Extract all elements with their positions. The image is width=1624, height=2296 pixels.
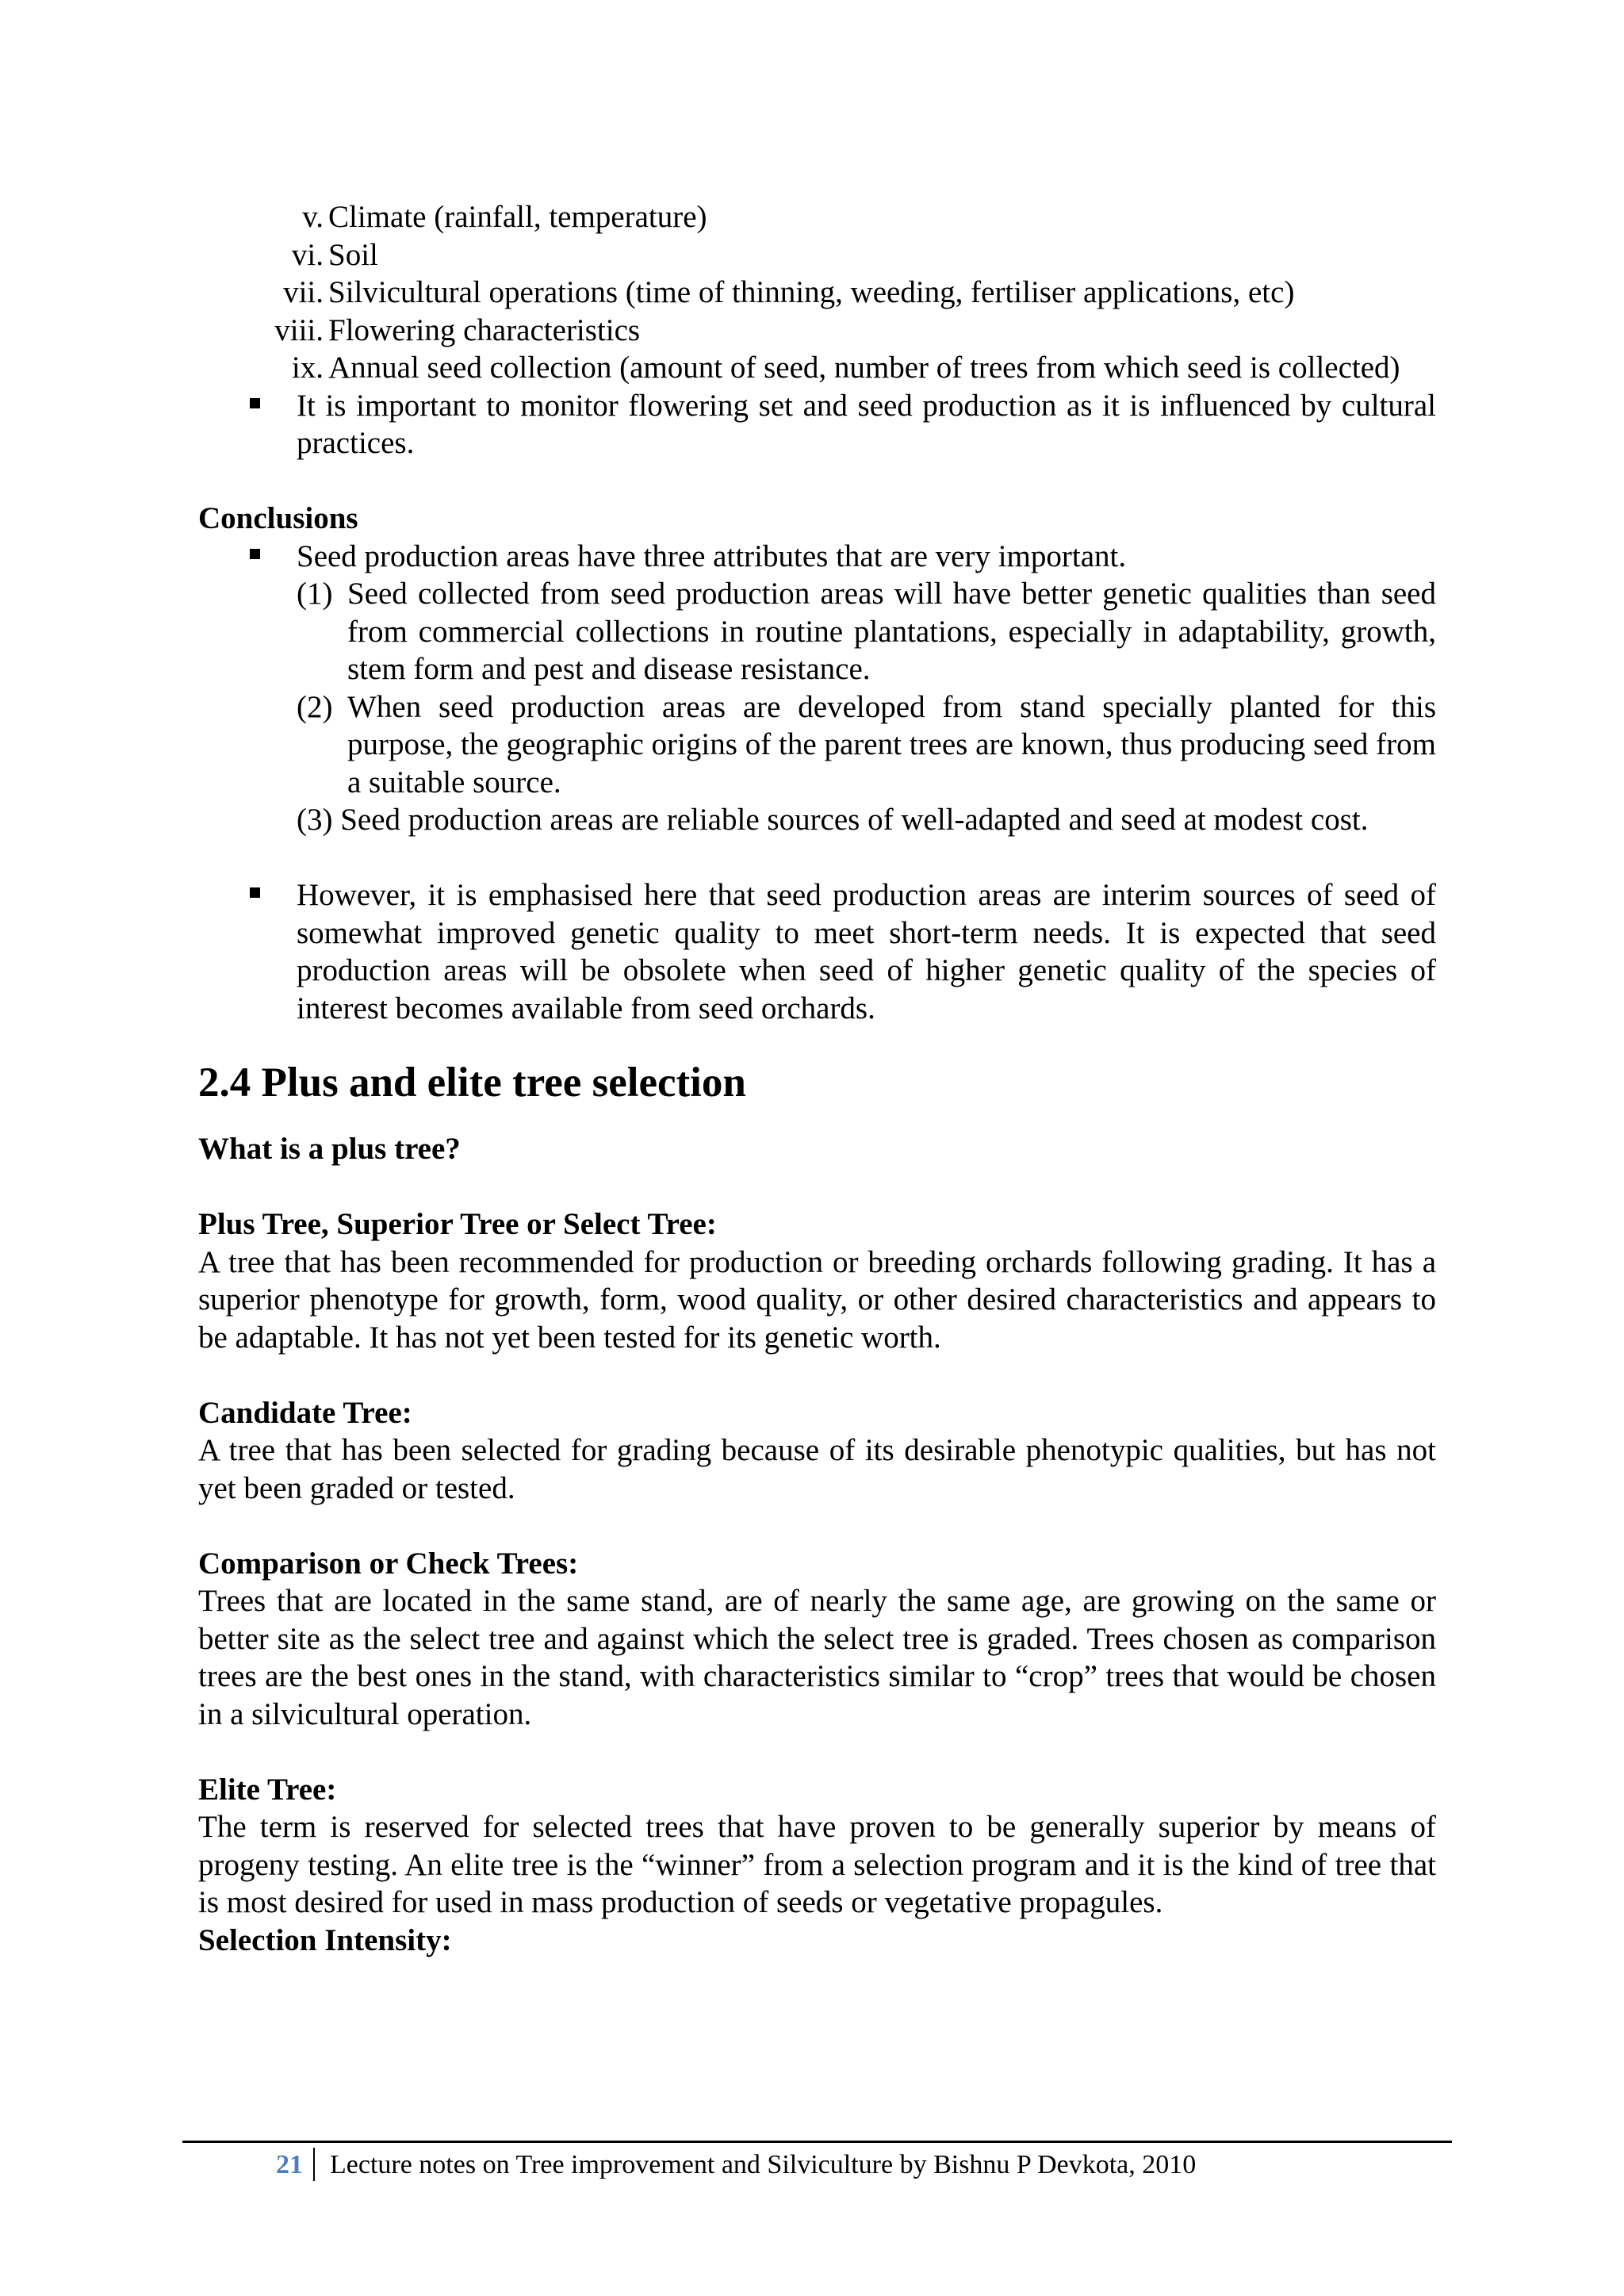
bullet-item: [198, 876, 1436, 1027]
point-label: (3): [297, 803, 333, 837]
definition-text: A tree that has been selected for grading because of its desirable phenotypic qualities, but has not yet been graded or tested.: [198, 1433, 1436, 1505]
list-item: [198, 236, 1436, 274]
bullet-item: [198, 538, 1436, 576]
list-text: Climate (rainfall, temperature): [328, 200, 707, 234]
numbered-point: [198, 688, 1436, 802]
conclusions-heading: Conclusions: [198, 501, 358, 535]
point-label: (2): [297, 689, 333, 724]
numbered-point: [198, 575, 1436, 688]
list-item: [198, 274, 1436, 312]
list-number: vi.: [291, 237, 324, 272]
definition-term: Comparison or Check Trees:: [198, 1546, 579, 1581]
list-number: vii.: [283, 275, 324, 309]
list-item: [198, 349, 1436, 387]
footer-text: Lecture notes on Tree improvement and Silviculture by Bishnu P Devkota, 2010: [330, 2150, 1197, 2179]
point-text: Seed collected from seed production areas will have better genetic qualities than seed from commercial collections in routine plantations, especially in adaptability, growth, stem form and pest and disease resistance.: [347, 577, 1436, 686]
list-text: Soil: [328, 237, 378, 272]
square-bullet-icon: [250, 549, 260, 559]
square-bullet-icon: [250, 887, 260, 898]
bullet-text: It is important to monitor flowering set and seed production as it is influenced by cultural practices.: [297, 388, 1436, 460]
footer-separator: [313, 2148, 315, 2181]
bullet-item: [198, 387, 1436, 462]
definition-text: Trees that are located in the same stand, are of nearly the same age, are growing on the same or better site as the select tree and against which the select tree is graded. Trees chosen as comparison trees are the best ones in the stand, with characteristics similar to “crop” trees that would be chosen in a silvicultural operation.: [198, 1584, 1436, 1731]
definition-term: Plus Tree, Superior Tree or Select Tree:: [198, 1207, 717, 1241]
section-title: 2.4 Plus and elite tree selection: [198, 1060, 746, 1106]
point-text: Seed production areas are reliable sources of well-adapted and seed at modest cost.: [340, 803, 1369, 837]
square-bullet-icon: [250, 398, 260, 408]
definition-term: Candidate Tree:: [198, 1395, 412, 1430]
subheading: What is a plus tree?: [198, 1132, 461, 1166]
list-number: viii.: [274, 312, 324, 347]
page-number: 21: [276, 2150, 303, 2179]
list-text: Flowering characteristics: [328, 312, 641, 347]
numbered-point: [198, 801, 1436, 839]
roman-list: [198, 198, 1436, 387]
bullet-text: Seed production areas have three attributes that are very important.: [297, 539, 1127, 573]
point-label: (1): [297, 577, 333, 611]
point-text: When seed production areas are developed from stand specially planted for this purpose, the geographic origins of the parent trees are known, thus producing seed from a suitable source.: [347, 689, 1436, 799]
list-number: ix.: [291, 351, 324, 385]
list-item: [198, 198, 1436, 236]
definition-term: Selection Intensity:: [198, 1922, 452, 1957]
list-text: Annual seed collection (amount of seed, number of trees from which seed is collected): [328, 351, 1400, 385]
list-item: [198, 312, 1436, 350]
definition-text: The term is reserved for selected trees that have proven to be generally superior by means of progeny testing. An elite tree is the “winner” from a selection program and it is the kind of tree that is most desired for used in mass production of seeds or vegetative propagules.: [198, 1810, 1436, 1919]
definition-term: Elite Tree:: [198, 1772, 337, 1807]
bullet-text: However, it is emphasised here that seed production areas are interim sources of seed of somewhat improved genetic quality to meet short-term needs. It is expected that seed production areas will be obsolete when seed of higher genetic quality of the species of interest becomes available from seed orchards.: [297, 878, 1436, 1025]
list-number: v.: [302, 200, 324, 234]
page-body: [198, 198, 1436, 1959]
definition-text: A tree that has been recommended for production or breeding orchards following grading. It has a superior phenotype for growth, form, wood quality, or other desired characteristics and appears to be adaptable. It has not yet been tested for its genetic worth.: [198, 1244, 1436, 1355]
list-text: Silvicultural operations (time of thinning, weeding, fertiliser applications, etc): [328, 275, 1295, 309]
footer-divider: [182, 2141, 1452, 2143]
